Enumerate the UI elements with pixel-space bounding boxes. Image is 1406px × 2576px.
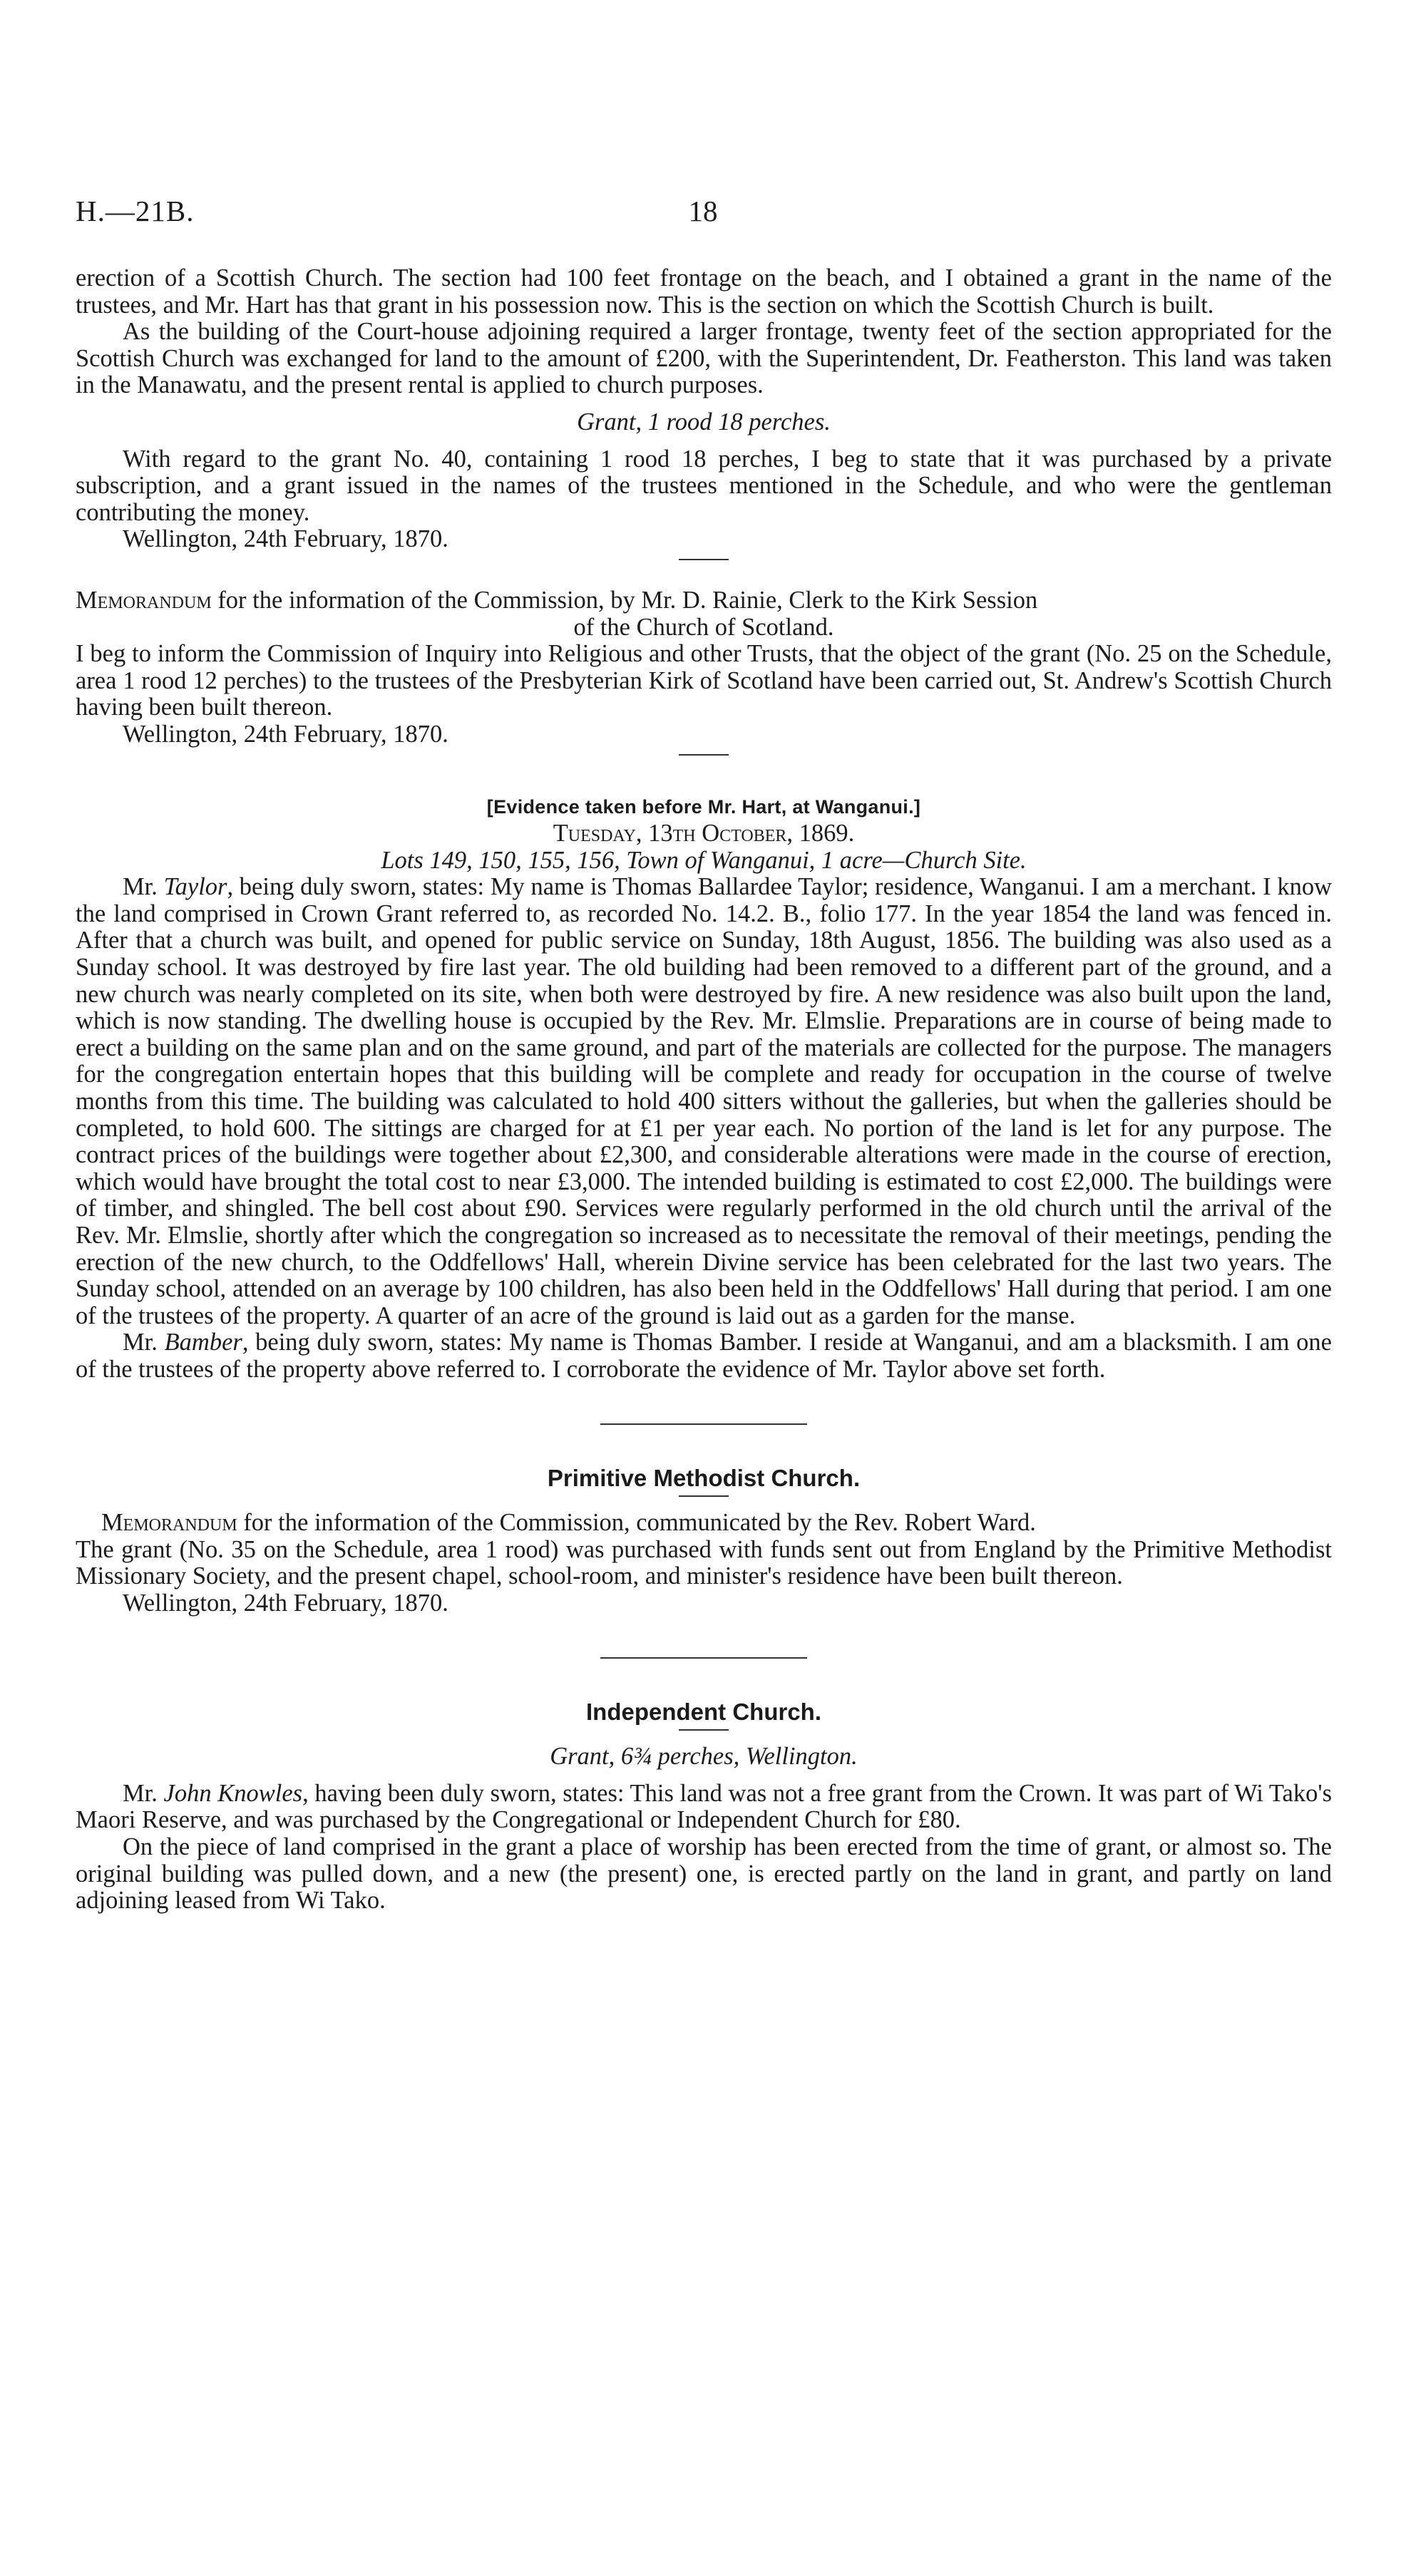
rainie-date: Wellington, 24th February, 1870. (123, 720, 448, 748)
witness-statement: , having been duly sworn, states: This land was not a free grant from the Crown. It was part of Wi Tako's Maori Reserve, and was purchased by the Congregational or Independent Church for £80. (76, 1779, 1332, 1834)
scottish-paragraph-2: As the building of the Court-house adjoining required a larger frontage, twenty feet of the section appropriated for the Scottish Church was exchanged for land to the amount of £200, with the Superintendent, Dr. Featherston. This land was taken in the Manawatu, and the present rental is applied to church purposes. (76, 318, 1332, 399)
evidence-date: Tuesday, 13th October, 1869. (553, 820, 855, 847)
evidence-note: [Evidence taken before Mr. Hart, at Wanganui.] (486, 795, 921, 818)
ward-memo-heading (76, 1510, 1332, 1537)
section-divider (679, 559, 729, 560)
memo-word: Memorandum (101, 1509, 237, 1537)
witness-name: John Knowles (163, 1779, 303, 1807)
page-number: 18 (688, 195, 718, 227)
document-reference: H.—21B. (76, 195, 195, 227)
independent-paragraph-2: On the piece of land comprised in the grant a place of worship has been erected from the time of grant, or almost so. The original building was pulled down, and a new (the present) one, is erected partly on the land in grant, and partly on land adjoining leased from Wi Tako. (76, 1833, 1332, 1915)
scottish-paragraph-3: With regard to the grant No. 40, containing 1 rood 18 perches, I beg to state that it was purchased by a private subscription, and a grant issued in the names of the trustees mentioned in the Schedule, and who were the gentleman contributing the money. (76, 445, 1332, 526)
knowles-evidence: Mr. John Knowles, having been duly sworn, states: This land was not a free grant from the Crown. It was part of Wi Tako's Maori Reserve, and was purchased by the Congregational or Independent Church for £80. (76, 1779, 1332, 1834)
lots-heading: Lots 149, 150, 155, 156, Town of Wanganui, 1 acre—Church Site. (381, 846, 1027, 874)
document-body (76, 265, 1332, 1915)
witness-statement: , being duly sworn, states: My name is Thomas Bamber. I reside at Wanganui, and am a blacksmith. I am one of the trustees of the property above referred to. I corroborate the evidence of Mr. Taylor above set forth. (76, 1329, 1332, 1383)
title-underline (679, 1495, 729, 1497)
primitive-paragraph: The grant (No. 35 on the Schedule, area 1 rood) was purchased with funds sent out from England by the Primitive Methodist Missionary Society, and the present chapel, school-room, and minister's residence have been built thereon. (76, 1535, 1332, 1590)
title-underline (679, 1729, 729, 1731)
primitive-methodist-title: Primitive Methodist Church. (547, 1464, 861, 1491)
independent-church-title: Independent Church. (586, 1698, 821, 1725)
section-divider (600, 1423, 807, 1425)
independent-grant-heading: Grant, 6¾ perches, Wellington. (550, 1743, 858, 1771)
section-divider (679, 754, 729, 756)
scottish-date: Wellington, 24th February, 1870. (123, 525, 448, 553)
section-divider (600, 1657, 807, 1659)
rainie-memo-heading-2: of the Church of Scotland. (573, 613, 834, 641)
bamber-evidence: Mr. Bamber, being duly sworn, states: My name is Thomas Bamber. I reside at Wanganui, and am a blacksmith. I am one of the trustees of the property above referred to. I corroborate the evidence of Mr. Taylor above set forth. (76, 1329, 1332, 1383)
taylor-evidence: Mr. Taylor, being duly sworn, states: My name is Thomas Ballardee Taylor; residence, Wanganui. I am a merchant. I know the land comprised in Crown Grant referred to, as recorded No. 14.2. B., folio 177. In the year 1854 the land was fenced in. After that a church was built, and opened for public service on Sunday, 18th August, 1856. The building was also used as a Sunday school. It was destroyed by fire last year. The old building had been removed to a different part of the ground, and a new church was nearly completed on its site, when both were destroyed by fire. A new residence was also built upon the land, which is now standing. The dwelling house is occupied by the Rev. Mr. Elmslie. Preparations are in course of being made to erect a building on the same plan and on the same ground, and part of the materials are collected for the purpose. The managers for the congregation entertain hopes that this building will be complete and ready for occupation in the course of twelve months from this time. The building was calculated to hold 400 sitters without the galleries, but when the galleries should be completed, to hold 600. The sittings are charged for at £1 per year each. No portion of the land is let for any purpose. The contract prices of the buildings were together about £2,300, and considerable alterations were made in the course of erection, which would have brought the total cost to near £3,000. The intended building is estimated to cost £2,000. The buildings were of timber, and shingled. The bell cost about £90. Services were regularly performed in the old church until the arrival of the Rev. Mr. Elmslie, shortly after which the congregation so increased as to necessitate the removal of their meetings, pending the erection of the new church, to the Oddfellows' Hall, wherein Divine service has been celebrated for the last two years. The Sunday school, attended on an average by 100 children, has also been held in the Oddfellows' Hall during that period. I am one of the trustees of the property. A quarter of an acre of the ground is laid out as a garden for the manse. (76, 873, 1332, 1329)
rainie-memo-heading (76, 587, 1332, 614)
witness-name: Taylor (163, 873, 227, 901)
rainie-paragraph: I beg to inform the Commission of Inquiry into Religious and other Trusts, that the object of the grant (No. 25 on the Schedule, area 1 rood 12 perches) to the trustees of the Presbyterian Kirk of Scotland have been carried out, St. Andrew's Scottish Church having been built thereon. (76, 640, 1332, 721)
grant-heading: Grant, 1 rood 18 perches. (577, 408, 831, 436)
memo-word: Memorandum (76, 586, 212, 614)
memo-text: for the information of the Commission, by Mr. D. Rainie, Clerk to the Kirk Session (211, 586, 1038, 614)
scottish-paragraph-1: erection of a Scottish Church. The section had 100 feet frontage on the beach, and I obtained a grant in the name of the trustees, and Mr. Hart has that grant in his possession now. This is the section on which the Scottish Church is built. (76, 264, 1332, 319)
witness-name: Bamber (164, 1329, 242, 1356)
page-header (76, 194, 1330, 237)
primitive-date: Wellington, 24th February, 1870. (123, 1589, 448, 1617)
witness-statement: , being duly sworn, states: My name is Thomas Ballardee Taylor; residence, Wanganui. I am a merchant. I know the land comprised in Crown Grant referred to, as recorded No. 14.2. B., folio 177. In the year 1854 the land was fenced in. After that a church was built, and opened for public service on Sunday, 18th August, 1856. The building was also used as a Sunday school. It was destroyed by fire last year. The old building had been removed to a different part of the ground, and a new church was nearly completed on its site, when both were destroyed by fire. A new residence was also built upon the land, which is now standing. The dwelling house is occupied by the Rev. Mr. Elmslie. Preparations are in course of being made to erect a building on the same plan and on the same ground, and part of the materials are collected for the purpose. The managers for the congregation entertain hopes that this building will be complete and ready for occupation in the course of twelve months from this time. The building was calculated to hold 400 sitters without the galleries, but when the galleries should be completed, to hold 600. The sittings are charged for at £1 per year each. No portion of the land is let for any purpose. The contract prices of the buildings were together about £2,300, and considerable alterations were made in the course of erection, which would have brought the total cost to near £3,000. The intended building is estimated to cost £2,000. The buildings were of timber, and shingled. The bell cost about £90. Services were regularly performed in the old church until the arrival of the Rev. Mr. Elmslie, shortly after which the congregation so increased as to necessitate the removal of their meetings, pending the erection of the new church, to the Oddfellows' Hall, wherein Divine service has been celebrated for the last two years. The Sunday school, attended on an average by 100 children, has also been held in the Oddfellows' Hall during that period. I am one of the trustees of the property. A quarter of an acre of the ground is laid out as a garden for the manse. (76, 873, 1332, 1329)
memo-text: for the information of the Commission, communicated by the Rev. Robert Ward. (237, 1509, 1036, 1537)
